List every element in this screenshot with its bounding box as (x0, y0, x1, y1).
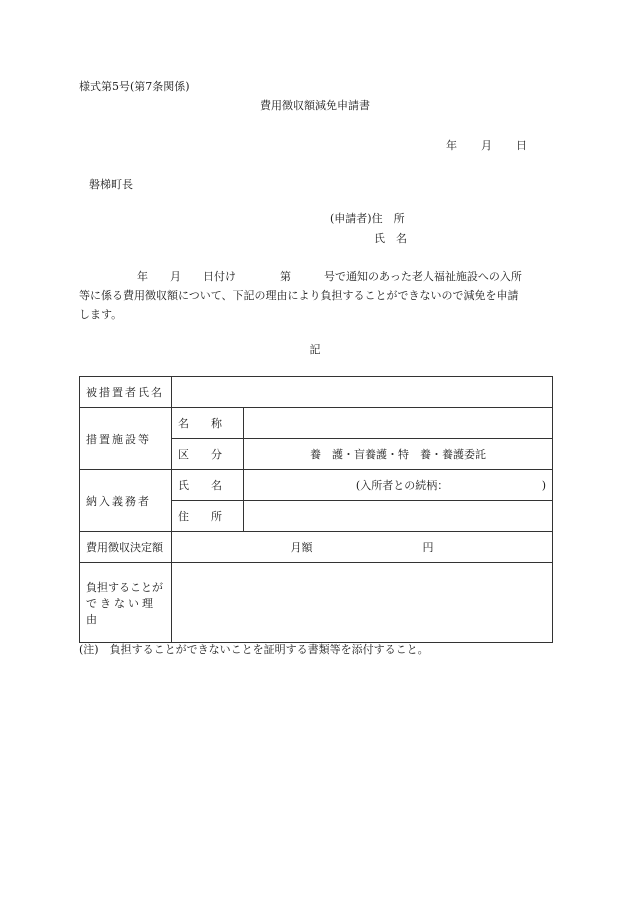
fee-amount-field[interactable]: 月額 円 (172, 532, 553, 563)
ki-heading: 記 (309, 343, 321, 356)
table-row (80, 563, 553, 643)
body-line-1: 年 月 日付け 第 号で通知のあった老人福祉施設への入所 (137, 270, 522, 283)
facility-category-options[interactable]: 養 護・盲養護・特 養・養護委託 (244, 439, 553, 470)
payer-name-label: 氏 名 (172, 470, 244, 501)
payer-address-label: 住 所 (172, 501, 244, 532)
table-row (80, 470, 553, 501)
footnote: (注) 負担することができないことを証明する書類等を添付すること。 (79, 643, 429, 656)
payer-address-field[interactable] (244, 501, 553, 532)
table-row (80, 377, 553, 408)
date-day-label: 日 (516, 139, 527, 152)
subject-name-label: 被措置者氏名 (80, 377, 172, 408)
facility-name-field[interactable] (244, 408, 553, 439)
body-text (79, 267, 559, 324)
addressee: 磐梯町長 (89, 178, 133, 191)
subject-name-field[interactable] (172, 377, 553, 408)
fee-amount-label: 費用徴収決定額 (80, 532, 172, 563)
table-row (80, 408, 553, 439)
facility-category-label: 区 分 (172, 439, 244, 470)
reason-label (80, 563, 172, 643)
facility-name-label: 名 称 (172, 408, 244, 439)
body-line-2: 等に係る費用徴収額について、下記の理由により負担することができないので減免を申請 (79, 289, 519, 302)
reason-field[interactable] (172, 563, 553, 643)
application-table (79, 376, 553, 643)
date-year-label: 年 (446, 139, 457, 152)
body-line-3: します。 (79, 308, 123, 321)
reason-label-line-2: できない理由 (86, 596, 156, 626)
applicant-name-label: 氏 名 (374, 232, 407, 245)
date-month-label: 月 (481, 139, 492, 152)
table-row (80, 532, 553, 563)
document-title: 費用徴収額減免申請書 (260, 99, 370, 112)
reason-label-line-1: 負担することが (86, 580, 163, 594)
form-number: 様式第5号(第7条関係) (79, 80, 190, 93)
facility-label: 措置施設等 (80, 408, 172, 470)
payer-relationship-field[interactable]: (入所者との続柄： ) (244, 470, 553, 501)
payer-label: 納入義務者 (80, 470, 172, 532)
date-line (446, 139, 527, 152)
applicant-address-label: (申請者)住 所 (330, 212, 405, 225)
